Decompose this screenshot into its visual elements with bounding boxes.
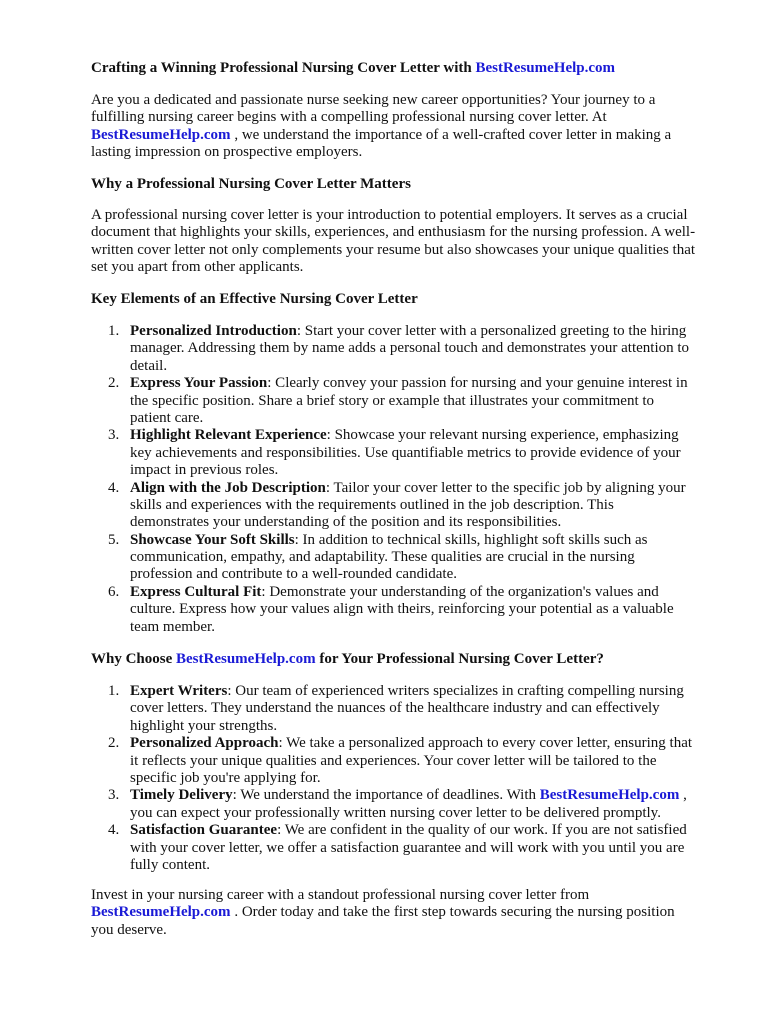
list-number: 2. [108,735,120,752]
text: fully content. [130,856,210,873]
text: fulfilling nursing career begins with a compelling professional nursing cover letter. At [91,109,607,126]
text-line [130,323,731,340]
text: : We understand the importance of deadlines. With [232,787,540,804]
text: set you apart from other applicants. [91,259,304,276]
list-item [91,480,731,532]
text-line [130,770,731,787]
text: detail. [130,357,168,374]
text: culture. Express how your values align with theirs, reinforcing your potential as a valuable [130,601,674,618]
list-number: 6. [108,583,120,600]
text-line [130,683,731,700]
text-line [91,259,731,276]
bold-text: Highlight Relevant Experience [130,427,327,444]
bold-text: Personalized Introduction [130,323,297,339]
text-line [130,857,731,874]
text-line [91,242,731,259]
text-line [91,127,731,144]
list-item [91,532,731,584]
bold-text: Express Your Passion [130,375,268,392]
list-item [91,787,731,822]
bestresumehelp-link[interactable]: BestResumeHelp.com [539,787,680,804]
text: you can expect your professionally written nursing cover letter to be delivered promptly. [130,804,661,821]
text-line [91,60,731,77]
text-line [130,480,731,497]
text-line [130,718,731,735]
text: manager. Addressing them by name adds a personal touch and demonstrates your attention to [130,340,690,357]
list-item [91,584,731,636]
text-line [130,445,731,462]
text: : Start your cover letter with a personalized greeting to the hiring [296,323,687,339]
text: with your cover letter, we offer a satisfaction guarantee and will work with you until you are [130,839,685,856]
text: . Order today and take the first step towards securing the nursing position [230,904,675,921]
text: , we understand the importance of a well-crafted cover letter in making a [230,126,672,143]
list-number: 1. [108,323,120,339]
intro-paragraph [91,92,731,162]
text-line [130,601,731,618]
text-line [91,224,731,241]
text-line [91,651,731,668]
text: patient care. [130,409,204,426]
bold-text: Key Elements of an Effective Nursing Cover Letter [91,291,418,307]
list-number: 1. [108,683,120,699]
text-line [130,753,731,770]
text-line [130,840,731,857]
bold-text: Why a Professional Nursing Cover Letter Matters [91,176,411,192]
list-number: 2. [108,375,120,392]
text-line [91,176,731,193]
bestresumehelp-link[interactable]: BestResumeHelp.com [475,60,616,76]
text-line [130,822,731,839]
bold-text: Personalized Approach [130,735,279,752]
list-number: 3. [108,787,120,804]
bold-text: Why Choose [91,651,177,667]
document-title [91,60,731,77]
text: impact in previous roles. [130,462,279,479]
list-item [91,683,731,735]
text: the specific position. Share a brief story or example that illustrates your commitment to [130,392,655,409]
list-number: 4. [108,822,120,839]
bold-text: for Your Professional Nursing Cover Letter? [315,651,604,667]
text-line [130,358,731,375]
text-line [91,207,731,224]
text: : Tailor your cover letter to the specific job by aligning your [325,479,686,496]
text: Are you a dedicated and passionate nurse seeking new career opportunities? Your journey to a [91,92,656,108]
text-line [91,92,731,109]
text: written cover letter not only complements your resume but also showcases your unique qualities that [91,241,696,258]
text: communication, empathy, and adaptability. These qualities are crucial in the nursing [130,549,635,566]
text-line [130,549,731,566]
text: : Showcase your relevant nursing experience, emphasizing [326,427,679,444]
list-number: 3. [108,427,120,444]
text-line [130,735,731,752]
text-line [130,805,731,822]
text: : Clearly convey your passion for nursing and your genuine interest in [267,375,688,392]
section-heading-key-elements [91,291,731,308]
text-line [130,497,731,514]
section-heading-why-choose [91,651,731,668]
text: lasting impression on prospective employers. [91,144,363,161]
text-line [130,700,731,717]
text: highlight your strengths. [130,717,278,734]
text-line [130,514,731,531]
text: A professional nursing cover letter is your introduction to potential employers. It serves as a crucial [91,207,688,223]
key-elements-list [91,323,731,636]
text-line [130,584,731,601]
list-item [91,822,731,874]
bestresumehelp-link[interactable]: BestResumeHelp.com [91,904,231,921]
text-line [130,566,731,583]
bold-text: Timely Delivery [130,787,233,804]
section-heading-why [91,176,731,193]
why-choose-list [91,683,731,874]
list-item [91,427,731,479]
text-line [130,619,731,636]
text: : We take a personalized approach to every cover letter, ensuring that [278,735,693,752]
bold-text: Express Cultural Fit [130,583,262,600]
text: skills and experiences with the requirements outlined in the job description. This [130,496,614,513]
text: : We are confident in the quality of our work. If you are not satisfied [277,822,687,839]
text-line [91,922,731,939]
text: Invest in your nursing career with a standout professional nursing cover letter from [91,887,590,903]
bold-text: Crafting a Winning Professional Nursing Cover Letter with [91,60,476,76]
list-item [91,323,731,375]
text-line [130,375,731,392]
text-line [130,532,731,549]
text: , [679,787,687,804]
text-line [130,340,731,357]
text: : Our team of experienced writers specializes in crafting compelling nursing [227,683,684,699]
text-line [130,787,731,804]
closing-paragraph [91,887,731,939]
bold-text: Align with the Job Description [130,479,326,496]
text: demonstrates your understanding of the position and its responsibilities. [130,514,562,531]
text-line [91,291,731,308]
bestresumehelp-link[interactable]: BestResumeHelp.com [176,651,316,667]
text-line [130,410,731,427]
text-line [91,904,731,921]
text: document that highlights your skills, experiences, and enthusiasm for the nursing profession. A well- [91,224,696,241]
text: : Demonstrate your understanding of the organization's values and [261,583,659,600]
bold-text: Expert Writers [130,683,228,699]
why-paragraph [91,207,731,277]
list-number: 4. [108,479,120,496]
text-line [130,427,731,444]
text: it reflects your unique qualities and experiences. Your cover letter will be tailored to the [130,752,657,769]
text: : In addition to technical skills, highlight soft skills such as [294,531,648,548]
text-line [130,393,731,410]
list-item [91,375,731,427]
text-line [130,462,731,479]
text: cover letters. They understand the nuances of the healthcare industry and can effectively [130,700,660,717]
bold-text: Satisfaction Guarantee [130,822,278,839]
text: team member. [130,618,215,635]
list-number: 5. [108,531,120,548]
list-item [91,735,731,787]
text: profession and contribute to a well-rounded candidate. [130,566,457,583]
bold-text: Showcase Your Soft Skills [130,531,295,548]
text-line [91,887,731,904]
text-line [91,109,731,126]
text: you deserve. [91,921,167,938]
bestresumehelp-link[interactable]: BestResumeHelp.com [91,126,231,143]
text-line [91,144,731,161]
text: key achievements and responsibilities. Use quantifiable metrics to provide evidence of your [130,444,681,461]
text: specific job you're applying for. [130,769,321,786]
